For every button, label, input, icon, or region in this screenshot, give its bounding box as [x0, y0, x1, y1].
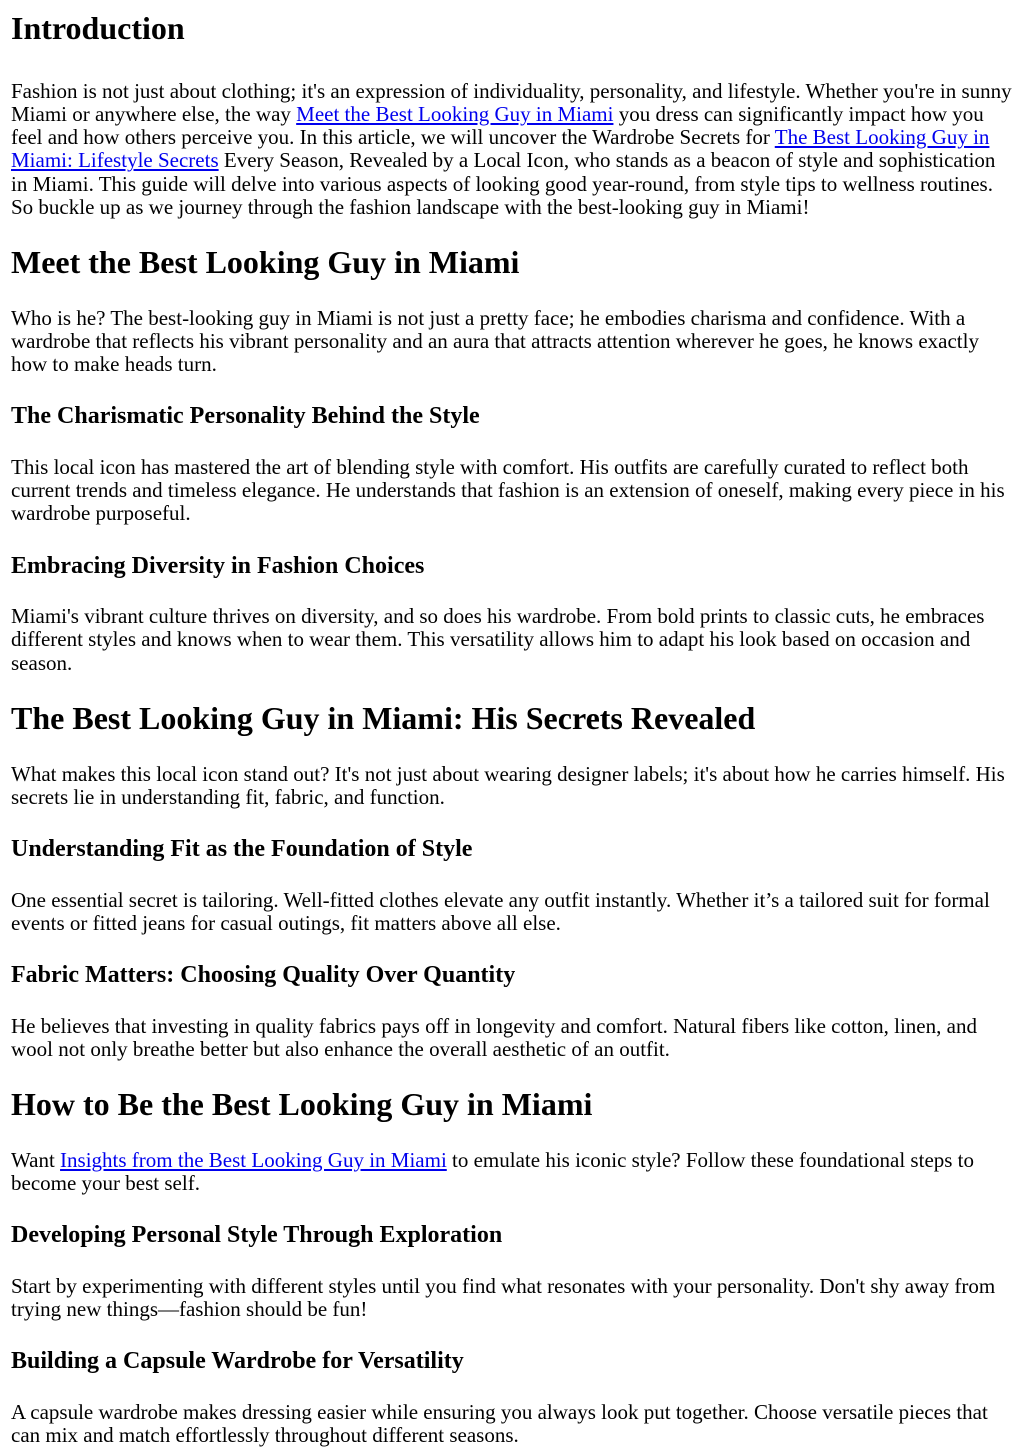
subheading-embracing-diversity: Embracing Diversity in Fashion Choices — [11, 552, 425, 579]
fabric-paragraph: He believes that investing in quality fabrics pays off in longevity and comfort. Natural fibers like cotton, linen, and wool not only breathe better but also enhance the overall aesthetic of an outfit. — [11, 1013, 977, 1061]
capsule-paragraph: A capsule wardrobe makes dressing easier while ensuring you always look put together. Choose versatile pieces that can mix and match effortlessly throughout different seasons. — [11, 1399, 988, 1447]
subheading-charismatic-personality: The Charismatic Personality Behind the Style — [11, 403, 480, 430]
diversity-paragraph: Miami's vibrant culture thrives on diversity, and so does his wardrobe. From bold prints to classic cuts, he embraces different styles and knows when to wear them. This versatility allows him to adapt his look based on occasion and season. — [11, 604, 985, 675]
section-heading-secrets-revealed: The Best Looking Guy in Miami: His Secrets Revealed — [11, 699, 756, 736]
secrets-paragraph: What makes this local icon stand out? It's not just about wearing designer labels; it's about how he carries himself. His secrets lie in understanding fit, fabric, and function. — [11, 761, 1005, 809]
howto-paragraph — [11, 1149, 1013, 1195]
howto-text-part-2: to emulate his iconic style? Follow these foundational steps to become your best self. — [11, 1147, 975, 1196]
intro-text-part-1: Fashion is not just about clothing; it's an expression of individuality, personality, and lifestyle. Whether you're in sunny Miami or anywhere else, the way — [11, 78, 1012, 126]
intro-text-part-3: Every Season, Revealed by a Local Icon, who stands as a beacon of style and sophistication in Miami. This guide will delve into various aspects of looking good year-round, from style tips to wellness routines. So buckle up as we journey through the fashion landscape with the best-looking guy in Miami! — [11, 148, 996, 219]
link-meet-best-looking-guy[interactable]: Meet the Best Looking Guy in Miami — [296, 102, 614, 126]
link-insights[interactable]: Insights from the Best Looking Guy in Miami — [60, 1147, 447, 1172]
charisma-paragraph: This local icon has mastered the art of blending style with comfort. His outfits are carefully curated to reflect both current trends and timeless elegance. He understands that fashion is an extension of oneself, making every piece in his wardrobe purposeful. — [11, 455, 1005, 526]
howto-text-part-1: Want — [11, 1147, 61, 1172]
subheading-fabric-matters: Fabric Matters: Choosing Quality Over Quantity — [11, 962, 516, 989]
link-lifestyle-secrets[interactable]: The Best Looking Guy in Miami: Lifestyle Secrets — [11, 125, 990, 173]
subheading-understanding-fit: Understanding Fit as the Foundation of Style — [11, 836, 473, 863]
section-heading-how-to: How to Be the Best Looking Guy in Miami — [11, 1086, 593, 1123]
fit-paragraph: One essential secret is tailoring. Well-fitted clothes elevate any outfit instantly. Whether it’s a tailored suit for formal events or fitted jeans for casual outings, fit matters above all else. — [11, 887, 990, 935]
intro-text-part-2: you dress can significantly impact how you feel and how others perceive you. In this article, we will uncover the Wardrobe Secrets for — [11, 102, 984, 150]
subheading-capsule-wardrobe: Building a Capsule Wardrobe for Versatility — [11, 1348, 464, 1375]
explore-paragraph: Start by experimenting with different styles until you find what resonates with your personality. Don't shy away from trying new things—fashion should be fun! — [11, 1273, 996, 1322]
meet-paragraph: Who is he? The best-looking guy in Miami is not just a pretty face; he embodies charisma and confidence. With a wardrobe that reflects his vibrant personality and an aura that attracts attention wherever he goes, he knows exactly how to make heads turn. — [11, 305, 979, 377]
section-heading-meet: Meet the Best Looking Guy in Miami — [11, 244, 520, 281]
intro-paragraph — [11, 80, 1013, 219]
section-heading-introduction: Introduction — [11, 10, 185, 46]
subheading-personal-style: Developing Personal Style Through Exploration — [11, 1222, 503, 1249]
